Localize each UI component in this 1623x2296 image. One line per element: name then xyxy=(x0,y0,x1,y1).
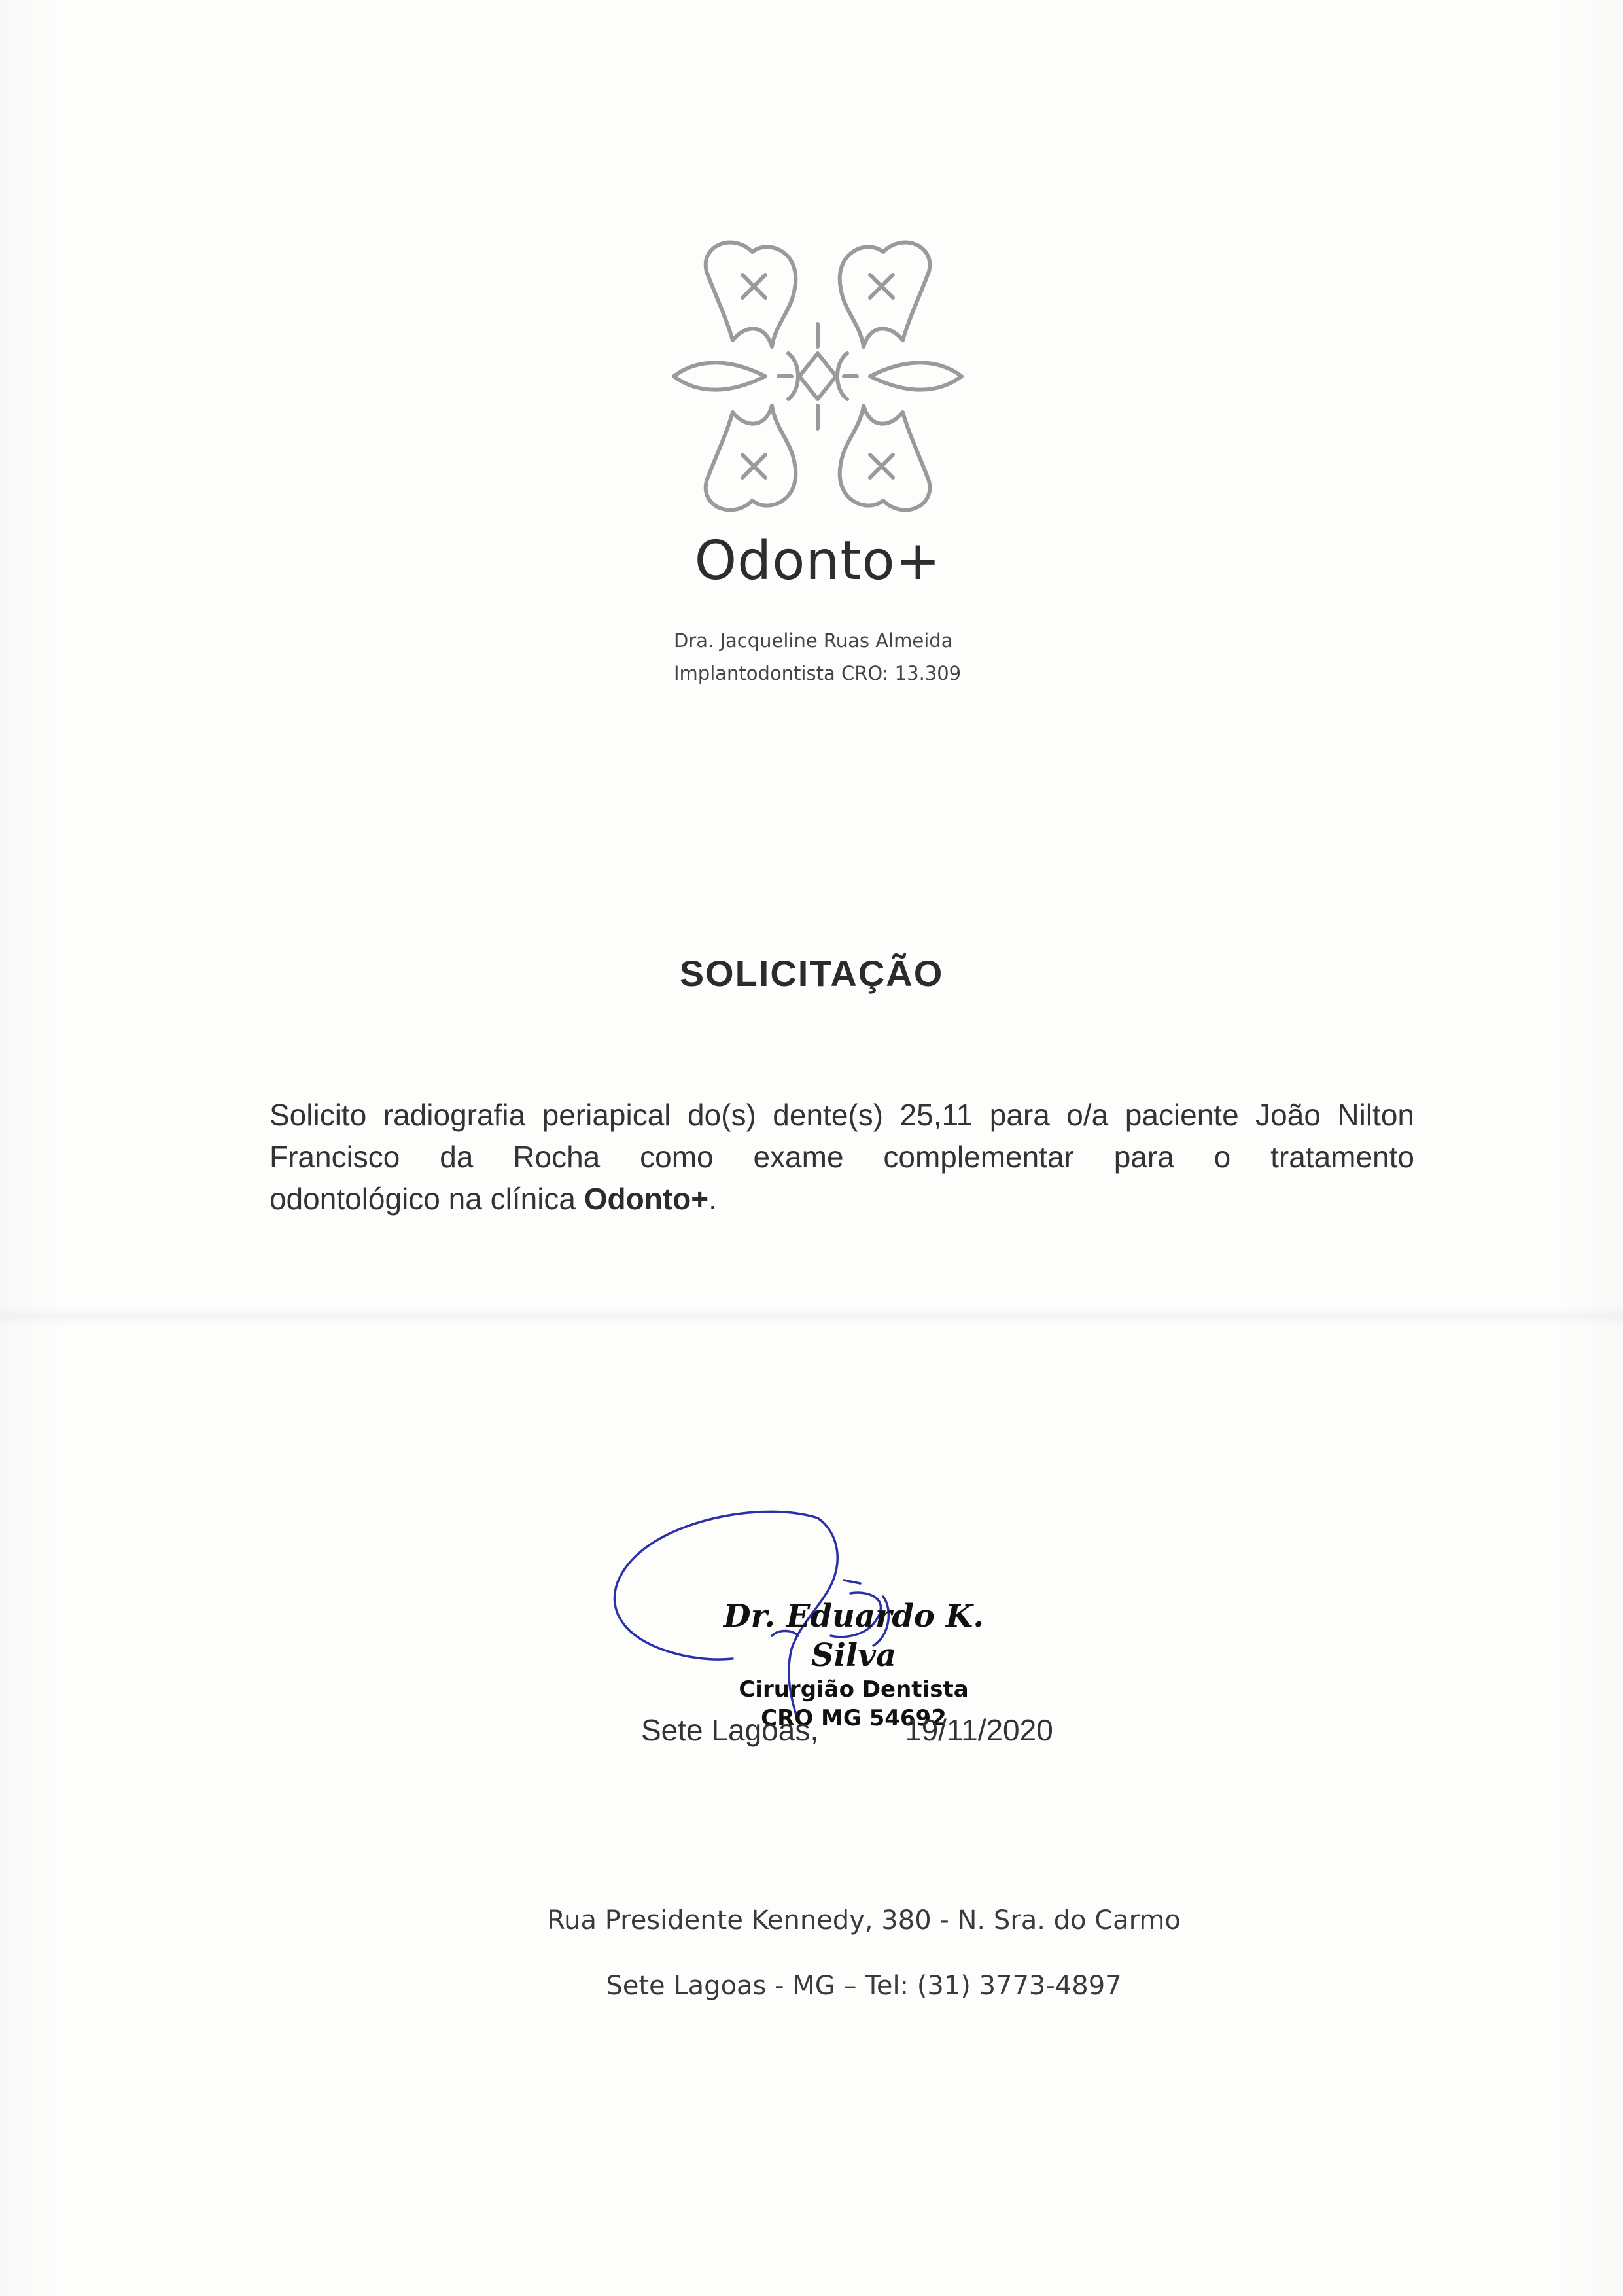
body-line-suffix: . xyxy=(708,1182,717,1216)
stamp-cro: CRO MG 54692 xyxy=(761,1705,947,1731)
footer-address: Rua Presidente Kennedy, 380 - N. Sra. do Carmo xyxy=(547,1905,1181,1935)
doctor-name: Dra. Jacqueline Ruas Almeida xyxy=(674,629,953,652)
brand-name: Odonto+ xyxy=(694,530,941,592)
body-line xyxy=(270,1178,1414,1220)
date: 19/11/2020 xyxy=(905,1713,1053,1747)
stamp-role: Cirurgião Dentista xyxy=(739,1676,969,1703)
four-teeth-floral-logo-icon xyxy=(661,226,975,527)
body-line-prefix: odontológico na clínica xyxy=(270,1182,584,1216)
body-brand: Odonto+ xyxy=(584,1182,709,1216)
doctor-cro: Implantodontista CRO: 13.309 xyxy=(674,662,962,684)
footer-city-phone: Sete Lagoas - MG – Tel: (31) 3773-4897 xyxy=(606,1971,1122,2001)
request-body xyxy=(270,1094,1414,1220)
body-line: Francisco da Rocha como exame complementar para o tratamento xyxy=(270,1140,1414,1174)
place: Sete Lagoas, xyxy=(641,1713,819,1747)
stamp-name: Dr. Eduardo K. Silva xyxy=(723,1598,985,1674)
body-line: Solicito radiografia periapical do(s) dente(s) 25,11 para o/a paciente João Nilton xyxy=(270,1098,1414,1132)
document-title: SOLICITAÇÃO xyxy=(679,953,944,994)
